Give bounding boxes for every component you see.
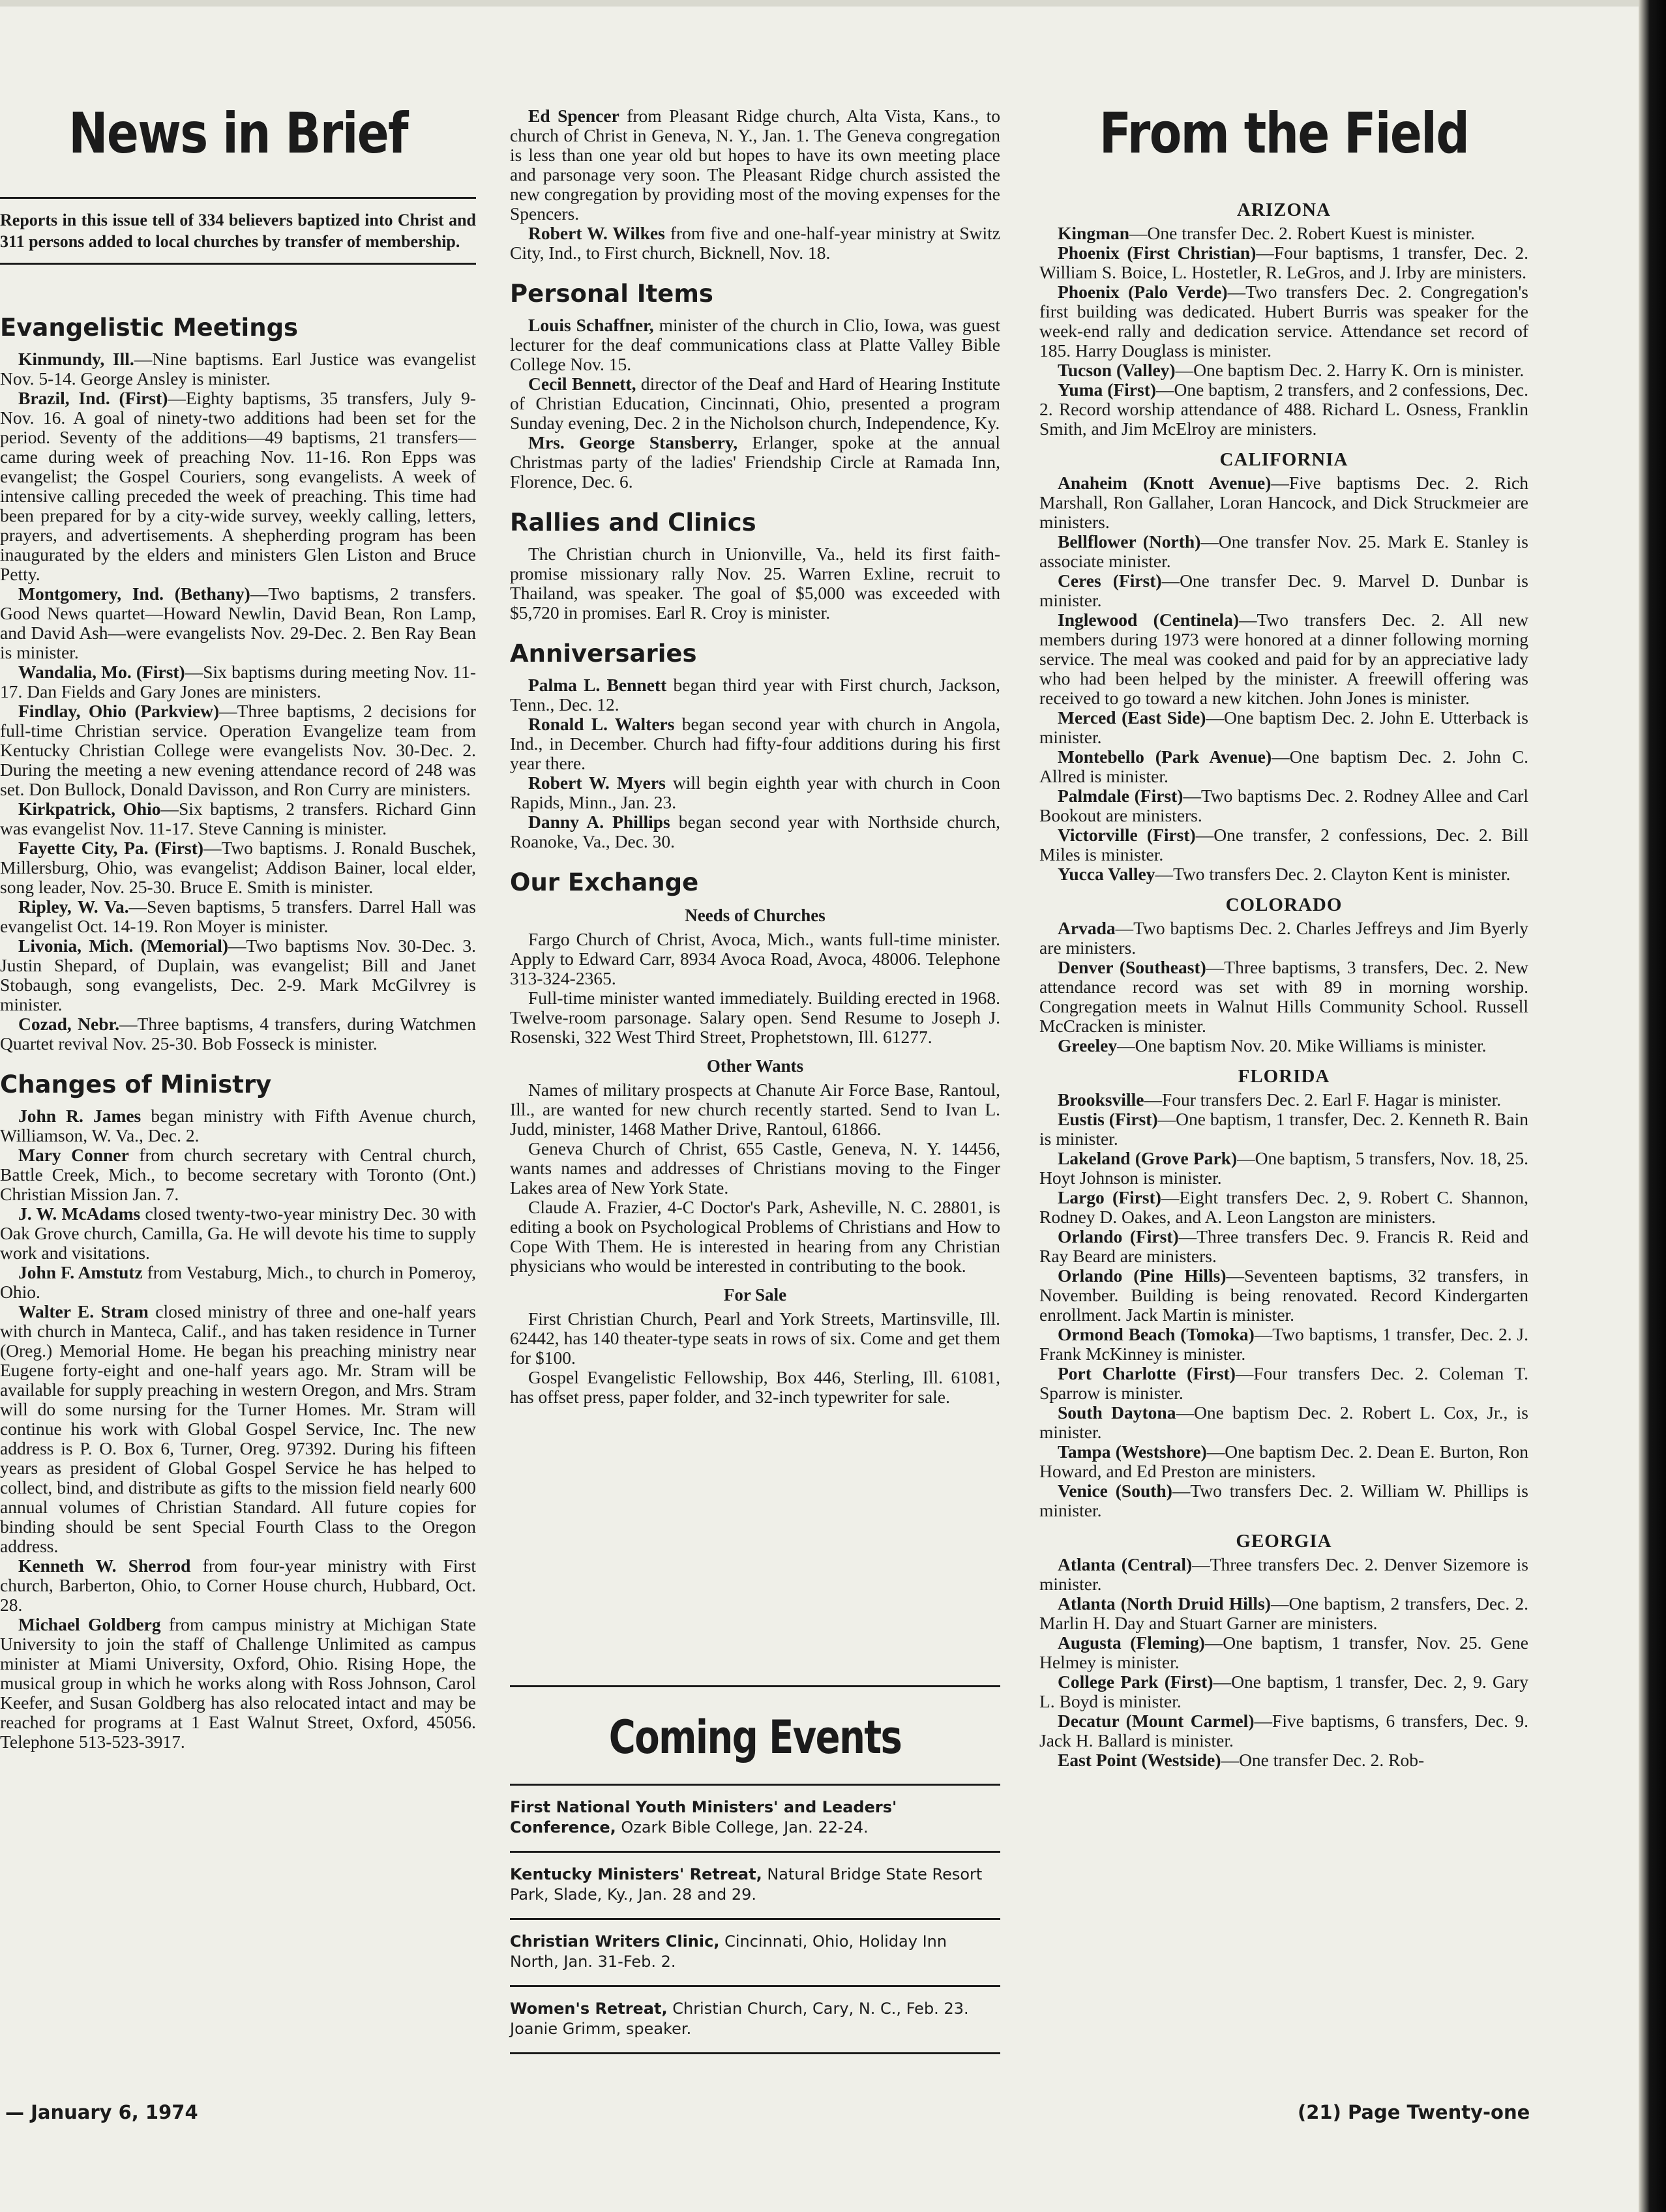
item-text: —Three baptisms, 3 transfers, Dec. 2. New attendance record was set with 89 in morning worship. Congregation meets in Walnut Hills Community School. Russell McCracken is minister. (1039, 957, 1528, 1036)
item-text: —Five baptisms, 6 transfers, Dec. 9. Jack H. Ballard is minister. (1039, 1711, 1528, 1750)
item-lead: Ronald L. Walters (528, 714, 675, 734)
state-heading: ARIZONA (1237, 199, 1331, 220)
event-name: Women's Retreat, (510, 1999, 668, 2018)
middle-item (510, 316, 1000, 374)
news-item (0, 389, 476, 584)
item-lead: Victorville (First) (1058, 825, 1196, 845)
field-item (1039, 1188, 1528, 1227)
news-item (0, 1302, 476, 1556)
from-the-field-title: From the Field (1099, 101, 1469, 166)
item-text: from Vestaburg, Mich., to church in Pomeroy, Ohio. (0, 1262, 476, 1302)
news-intro: Reports in this issue tell of 334 believers baptized into Christ and 311 persons added to local churches by transfer of membership. (0, 197, 476, 265)
coming-events-box (510, 1685, 1000, 2054)
item-text: —Two baptisms, 2 transfers. Good News quartet—Howard Newlin, David Bean, Ron Lamp, and David Ash—were evangelists Nov. 29-Dec. 2. Ben Ray Bean is minister. (0, 583, 476, 662)
state-heading: FLORIDA (1238, 1066, 1330, 1087)
field-item (1039, 282, 1528, 361)
item-lead: Palmdale (First) (1058, 786, 1183, 806)
news-body (0, 297, 476, 1752)
item-lead: Findlay, Ohio (Parkview) (18, 701, 220, 721)
item-lead: College Park (First) (1058, 1672, 1213, 1692)
section-heading: Anniversaries (510, 640, 697, 668)
news-item (0, 1204, 476, 1263)
item-lead: Ripley, W. Va. (18, 896, 129, 917)
field-item (1039, 1403, 1528, 1442)
item-text: Erlanger, spoke at the annual Christmas party of the ladies' Friendship Circle at Ramada Inn, Florence, Dec. 6. (510, 432, 1000, 492)
item-lead: Phoenix (Palo Verde) (1058, 282, 1228, 302)
news-item (0, 662, 476, 701)
event-detail: Natural Bridge State Resort Park, Slade, Ky., Jan. 28 and 29. (510, 1865, 983, 1904)
item-lead: Michael Goldberg (18, 1614, 161, 1634)
state-heading: CALIFORNIA (1219, 449, 1348, 470)
page-number: (21) Page Twenty-one (1298, 2101, 1530, 2123)
news-item (0, 1014, 476, 1054)
item-text: The Christian church in Unionville, Va., held its first faith-promise missionary rally Nov. 25. Warren Exline, recruit to Thailand, was speaker. The goal of $5,000 was exceeded with $5,720 in promises. Earl R. Croy is minister. (510, 544, 1000, 623)
field-item (1039, 224, 1528, 243)
field-item (1039, 1090, 1528, 1110)
item-lead: Ormond Beach (Tomoka) (1058, 1324, 1255, 1344)
item-lead: Montgomery, Ind. (Bethany) (18, 583, 250, 604)
field-item (1039, 825, 1528, 864)
field-item (1039, 243, 1528, 282)
middle-item (510, 773, 1000, 812)
item-text: —Three transfers Dec. 2. Denver Sizemore is minister. (1039, 1554, 1528, 1594)
item-text: —One transfer, 2 confessions, Dec. 2. Bill Miles is minister. (1039, 825, 1528, 864)
item-text: —One transfer Dec. 9. Marvel D. Dunbar is minister. (1039, 570, 1528, 610)
item-text: from Pleasant Ridge church, Alta Vista, Kans., to church of Christ in Geneva, N. Y., Jan. 1. The Geneva congregation is less than one year old but hopes to have its own meeting place and parsonage very soon. The Pleasant Ridge church assisted the new congregation by providing most of the moving expenses for the Spencers. (510, 106, 1000, 224)
field-body (1039, 189, 1528, 1770)
item-lead: Arvada (1058, 918, 1116, 938)
item-lead: Orlando (Pine Hills) (1058, 1265, 1227, 1286)
field-item (1039, 1325, 1528, 1364)
scan-top-edge (0, 0, 1666, 7)
item-text: minister of the church in Clio, Iowa, was guest lecturer for the deaf communications class at Platte Valley Bible College Nov. 15. (510, 315, 1000, 374)
news-item (0, 799, 476, 838)
section-heading: Rallies and Clinics (510, 509, 756, 537)
middle-item (510, 812, 1000, 851)
field-item (1039, 380, 1528, 439)
scan-right-edge (1639, 0, 1666, 2212)
field-item (1039, 747, 1528, 786)
event-name: First National Youth Ministers' and Leaders' Conference, (510, 1798, 897, 1836)
field-item (1039, 1555, 1528, 1594)
item-text: —Four transfers Dec. 2. Coleman T. Sparrow is minister. (1039, 1363, 1528, 1403)
item-text: —Three baptisms, 2 decisions for full-time Christian service. Operation Evangelize team from Kentucky Christian College were evangelists Nov. 30-Dec. 2. During the meeting a new evening attendance record of 248 was set. Don Bullock, Donald Davisson, and Ron Curry are ministers. (0, 701, 477, 799)
item-lead: Mary Conner (18, 1145, 129, 1165)
item-text: —One baptism, 5 transfers, Nov. 18, 25. Hoyt Johnson is minister. (1039, 1148, 1528, 1188)
news-item (0, 1263, 476, 1302)
item-lead: Lakeland (Grove Park) (1058, 1148, 1238, 1168)
item-lead: Tucson (Valley) (1058, 360, 1176, 380)
item-text: director of the Deaf and Hard of Hearing Institute of Christian Education, Cincinnati, Ohio, presented a program Sunday evening, Dec. 2 in the Nicholson church, Independence, Ky. (510, 374, 1000, 433)
item-lead: East Point (Westside) (1058, 1750, 1221, 1770)
item-lead: Orlando (First) (1058, 1226, 1179, 1246)
news-item (0, 1106, 476, 1145)
item-text: began third year with First church, Jackson, Tenn., Dec. 12. (510, 675, 1000, 715)
item-lead: J. W. McAdams (18, 1203, 141, 1224)
item-text: from five and one-half-year ministry at Switz City, Ind., to First church, Bicknell, Nov. 18. (510, 223, 1000, 263)
event-item (510, 1918, 1000, 1985)
item-text: —Two transfers Dec. 2. All new members during 1973 were honored at a dinner following morning service. The meal was cooked and paid for by an appreciative lady who had been helped by the minister. A freewill offering was received to go toward a new kitchen. John Jones is minister. (1039, 610, 1528, 708)
field-item (1039, 1227, 1528, 1266)
field-item (1039, 1110, 1528, 1149)
item-text: —One baptism Dec. 2. John C. Allred is minister. (1039, 746, 1528, 786)
coming-events-top-rule (510, 1685, 1000, 1687)
item-lead: Phoenix (First Christian) (1058, 243, 1257, 263)
field-item (1039, 571, 1528, 610)
item-text: —One baptism, 2 transfers, Dec. 2. Marlin H. Day and Stuart Garner are ministers. (1039, 1593, 1528, 1633)
item-lead: Brazil, Ind. (First) (18, 388, 168, 408)
item-text: —Nine baptisms. Earl Justice was evangelist Nov. 5-14. George Ansley is minister. (0, 349, 476, 389)
item-lead: Greeley (1058, 1035, 1118, 1055)
item-text: —One baptism Dec. 2. Dean E. Burton, Ron Howard, and Ed Preston are ministers. (1039, 1441, 1529, 1481)
event-name: Kentucky Ministers' Retreat, (510, 1865, 762, 1883)
field-item (1039, 1481, 1528, 1520)
item-text: closed twenty-two-year ministry Dec. 30 with Oak Grove church, Camilla, Ga. He will devote his time to supply work and visitations. (0, 1203, 477, 1263)
event-name: Christian Writers Clinic, (510, 1932, 720, 1951)
item-lead: Mrs. George Stansberry, (528, 432, 738, 452)
item-lead: Decatur (Mount Carmel) (1058, 1711, 1255, 1731)
item-lead: Eustis (First) (1058, 1109, 1158, 1129)
exchange-heading: Our Exchange (510, 868, 699, 896)
item-lead: Walter E. Stram (18, 1301, 149, 1321)
event-item (510, 1784, 1000, 1851)
item-text: —Two baptisms Dec. 2. Rodney Allee and Carl Bookout are ministers. (1039, 786, 1528, 825)
item-lead: Atlanta (North Druid Hills) (1058, 1593, 1271, 1614)
item-text: —One transfer Nov. 25. Mark E. Stanley is associate minister. (1039, 531, 1529, 571)
field-item (1039, 473, 1528, 532)
item-lead: Livonia, Mich. (Memorial) (18, 936, 229, 956)
item-text: —Three baptisms, 4 transfers, during Watchmen Quartet revival Nov. 25-30. Bob Fosseck is minister. (0, 1014, 476, 1054)
item-text: began second year with Northside church, Roanoke, Va., Dec. 30. (510, 812, 1000, 851)
news-in-brief-title: News in Brief (68, 101, 408, 166)
event-detail: Christian Church, Cary, N. C., Feb. 23. Joanie Grimm, speaker. (510, 1999, 969, 2038)
item-lead: South Daytona (1058, 1402, 1176, 1423)
item-lead: Kinmundy, Ill. (18, 349, 134, 369)
item-lead: Kenneth W. Sherrod (18, 1556, 191, 1576)
item-text: —Four baptisms, 1 transfer, Dec. 2. William S. Boice, L. Hostetler, R. LeGros, and J. Irby are ministers. (1039, 243, 1528, 282)
item-lead: Robert W. Myers (528, 773, 666, 793)
exchange-item: First Christian Church, Pearl and York Streets, Martinsville, Ill. 62442, has 140 theater-type seats in rows of six. Come and get them for $100. (510, 1308, 1000, 1368)
field-item (1039, 958, 1528, 1036)
item-text: —Four transfers Dec. 2. Earl F. Hagar is minister. (1144, 1089, 1502, 1110)
exchange-item: Claude A. Frazier, 4-C Doctor's Park, Asheville, N. C. 28801, is editing a book on Psychological Problems of Christians and How to Cope With Them. He is interested in hearing from any Christian physicians who would be interested in contributing to the book. (510, 1197, 1000, 1276)
item-text: —One baptism Dec. 2. Harry K. Orn is minister. (1175, 360, 1525, 380)
news-item (0, 936, 476, 1014)
item-lead: Yucca Valley (1058, 864, 1155, 884)
item-lead: Danny A. Phillips (528, 812, 670, 832)
item-text: began ministry with Fifth Avenue church, Williamson, W. Va., Dec. 2. (0, 1106, 476, 1145)
news-item (0, 584, 476, 662)
item-lead: Atlanta (Central) (1058, 1554, 1193, 1574)
exchange-item: Geneva Church of Christ, 655 Castle, Geneva, N. Y. 14456, wants names and addresses of Christians moving to the Finger Lakes area of New York State. (510, 1138, 1000, 1198)
field-item (1039, 361, 1528, 380)
news-item (0, 897, 476, 936)
coming-events-title: Coming Events (608, 1711, 902, 1764)
field-item (1039, 1364, 1528, 1403)
field-item (1039, 919, 1528, 958)
item-text: began second year with church in Angola, Ind., in December. Church had fifty-four additions during his first year there. (510, 714, 1001, 773)
field-item (1039, 708, 1528, 747)
field-item (1039, 1442, 1528, 1481)
news-item (0, 1615, 476, 1752)
item-lead: Palma L. Bennett (528, 675, 667, 695)
item-text: —Eight transfers Dec. 2, 9. Robert C. Shannon, Rodney D. Oakes, and A. Leon Langston are ministers. (1039, 1187, 1528, 1227)
ministry-item (510, 224, 1000, 263)
item-lead: Anaheim (Knott Avenue) (1058, 473, 1272, 493)
item-lead: Tampa (Westshore) (1058, 1441, 1207, 1462)
section-heading: Personal Items (510, 280, 713, 308)
ministry-item (510, 106, 1000, 224)
field-item (1039, 786, 1528, 825)
item-lead: Denver (Southeast) (1058, 957, 1206, 977)
middle-item (510, 374, 1000, 433)
item-lead: Merced (East Side) (1058, 707, 1206, 728)
field-item (1039, 1149, 1528, 1188)
item-lead: Largo (First) (1058, 1187, 1161, 1207)
item-lead: Augusta (Fleming) (1058, 1632, 1205, 1653)
exchange-subheading: For Sale (723, 1285, 787, 1305)
field-item (1039, 864, 1528, 884)
item-text: —One baptism Nov. 20. Mike Williams is minister. (1117, 1035, 1487, 1055)
item-lead: John R. James (18, 1106, 141, 1126)
section-heading: Changes of Ministry (0, 1070, 272, 1099)
item-text: —One baptism, 1 transfer, Nov. 25. Gene Helmey is minister. (1039, 1632, 1528, 1672)
item-text: —Two baptisms Dec. 2. Charles Jeffreys and Jim Byerly are ministers. (1039, 918, 1528, 958)
exchange-item: Fargo Church of Christ, Avoca, Mich., wants full-time minister. Apply to Edward Carr, 8934 Avoca Road, Avoca, 48006. Telephone 313-324-2365. (510, 929, 1000, 988)
middle-item (510, 675, 1000, 715)
issue-date: — January 6, 1974 (5, 2101, 198, 2123)
item-lead: Wandalia, Mo. (First) (18, 662, 185, 682)
event-item (510, 1985, 1000, 2054)
item-lead: Venice (South) (1058, 1481, 1172, 1501)
field-item (1039, 1633, 1528, 1672)
item-lead: Port Charlotte (First) (1058, 1363, 1236, 1383)
item-text: —Two baptisms, 1 transfer, Dec. 2. J. Frank McKinney is minister. (1039, 1324, 1528, 1364)
item-text: —Five baptisms Dec. 2. Rich Marshall, Ron Gallaher, Loran Hancock, and Dick Struckmeier are ministers. (1039, 473, 1528, 532)
item-text: —One transfer Dec. 2. Rob- (1221, 1750, 1425, 1770)
event-item (510, 1851, 1000, 1918)
item-text: —Eighty baptisms, 35 transfers, July 9-Nov. 16. A goal of ninety-two additions had been set for the period. Seventy of the additions—49 baptisms, 21 transfers—came during week of preaching Nov. 11-16. Ron Epps was evangelist; the Gospel Couriers, song evangelists. A week of intensive calling preceded the week of preaching. This time had been prepared for by a city-wide survey, weekly calling, letters, prayers, and advertisements. A shepherding program has been inaugurated by the elders and ministers Glen Liston and Bruce Petty. (0, 388, 476, 584)
field-item (1039, 610, 1528, 708)
field-item (1039, 1750, 1528, 1770)
item-lead: Kirkpatrick, Ohio (18, 799, 161, 819)
item-lead: Louis Schaffner, (528, 315, 654, 335)
news-item (0, 349, 476, 389)
item-text: —One baptism Dec. 2. Robert L. Cox, Jr., is minister. (1039, 1402, 1528, 1442)
item-lead: Fayette City, Pa. (First) (18, 838, 204, 858)
item-text: —Seven baptisms, 5 transfers. Darrel Hall was evangelist Oct. 14-19. Ron Moyer is minister. (0, 896, 476, 936)
item-text: —Two transfers Dec. 2. William W. Phillips is minister. (1039, 1481, 1528, 1520)
middle-item (510, 544, 1000, 623)
item-text: —Two baptisms Nov. 30-Dec. 3. Justin Shepard, of Duplain, was evangelist; Bill and Janet Stobaugh, song evangelists, Dec. 2-9. Mark McGilvrey is minister. (0, 936, 476, 1014)
event-detail: Ozark Bible College, Jan. 22-24. (616, 1818, 869, 1836)
middle-item (510, 433, 1000, 492)
item-text: —Two transfers Dec. 2. Congregation's first building was dedicated. Hubert Burris was speaker for the week-end rally and dedication service. Attendance set record of 185. Harry Douglass is minister. (1039, 282, 1528, 361)
item-lead: Inglewood (Centinela) (1058, 610, 1240, 630)
item-text: —Six baptisms during meeting Nov. 11-17. Dan Fields and Gary Jones are ministers. (0, 662, 476, 701)
item-text: closed ministry of three and one-half years with church in Manteca, Calif., and has taken residence in Turner (Oreg.) Memorial Home. He began his preaching ministry near Eugene forty-eight and one-half years ago. Mr. Stram will be available for supply preaching in western Oregon, and Mrs. Stram will do some nursing for the Turner Homes. Mr. Stram will continue his work with Global Gospel Service, Inc. The new address is P. O. Box 6, Turner, Oreg. 97392. During his fifteen years as president of Global Gospel Service he has helped to collect, bind, and distribute as gifts to the mission field nearly 600 annual volumes of Christian Standard. All future copies for binding should be sent Special Fourth Class to the Oregon address. (0, 1301, 476, 1556)
item-lead: Yuma (First) (1058, 379, 1157, 400)
field-item (1039, 1036, 1528, 1055)
item-text: —Two baptisms. J. Ronald Buschek, Millersburg, Ohio, was evangelist; Addison Bainer, local elder, song leader, Nov. 25-30. Bruce E. Smith is minister. (0, 838, 476, 897)
exchange-item: Gospel Evangelistic Fellowship, Box 446, Sterling, Ill. 61081, has offset press, paper folder, and 32-inch typewriter for sale. (510, 1367, 1000, 1407)
item-text: —Two transfers Dec. 2. Clayton Kent is minister. (1155, 864, 1511, 884)
news-item (0, 1556, 476, 1615)
field-item (1039, 1594, 1528, 1633)
section-heading: Evangelistic Meetings (0, 314, 299, 342)
item-lead: Montebello (Park Avenue) (1058, 746, 1272, 767)
item-text: —One baptism, 1 transfer, Dec. 2, 9. Gary L. Boyd is minister. (1039, 1672, 1529, 1711)
item-text: from campus ministry at Michigan State University to join the staff of Challenge Unlimited as campus minister at Miami University, Oxford, Ohio. Rising Hope, the musical group in which he works along with Ross Johnson, Carol Keefer, and Susan Goldberg has also relocated intact and may be reached for programs at 1 East Walnut Street, Oxford, 45056. Telephone 513-523-3917. (0, 1614, 476, 1752)
item-text: —One baptism, 2 transfers, and 2 confessions, Dec. 2. Record worship attendance of 488. Richard L. Osness, Franklin Smith, and Jim McElroy are ministers. (1039, 379, 1528, 439)
item-lead: Kingman (1058, 223, 1130, 243)
item-lead: John F. Amstutz (18, 1262, 143, 1282)
item-text: —One baptism Dec. 2. John E. Utterback is minister. (1039, 707, 1528, 747)
item-text: —One transfer Dec. 2. Robert Kuest is minister. (1129, 223, 1476, 243)
item-text: —Six baptisms, 2 transfers. Richard Ginn was evangelist Nov. 11-17. Steve Canning is minister. (0, 799, 477, 838)
item-lead: Cozad, Nebr. (18, 1014, 120, 1034)
item-text: —Seventeen baptisms, 32 transfers, in November. Building is being renovated. Record Kindergarten enrollment. Jack Martin is minister. (1039, 1265, 1529, 1325)
item-lead: Ed Spencer (528, 106, 619, 126)
exchange-subheading: Other Wants (706, 1056, 804, 1076)
news-item (0, 701, 476, 799)
middle-body (510, 106, 1000, 1407)
state-heading: GEORGIA (1236, 1531, 1332, 1552)
item-text: from church secretary with Central church, Battle Creek, Mich., to become secretary with Toronto (Ont.) Christian Mission Jan. 7. (0, 1145, 476, 1204)
item-lead: Robert W. Wilkes (528, 223, 665, 243)
field-item (1039, 1672, 1528, 1711)
item-text: from four-year ministry with First church, Barberton, Ohio, to Corner House church, Hubbard, Oct. 28. (0, 1556, 476, 1615)
item-text: —Three transfers Dec. 9. Francis R. Reid and Ray Beard are ministers. (1039, 1226, 1528, 1266)
exchange-item: Names of military prospects at Chanute Air Force Base, Rantoul, Ill., are wanted for new church recently started. Send to Ivan L. Judd, minister, 1468 Mather Drive, Rantoul, 61866. (510, 1080, 1000, 1139)
item-text: will begin eighth year with church in Coon Rapids, Minn., Jan. 23. (510, 773, 1000, 812)
state-heading: COLORADO (1225, 894, 1343, 915)
event-detail: Cincinnati, Ohio, Holiday Inn North, Jan. 31-Feb. 2. (510, 1932, 947, 1971)
news-item (0, 838, 476, 897)
item-text: —One baptism, 1 transfer, Dec. 2. Kenneth R. Bain is minister. (1039, 1109, 1528, 1149)
exchange-item: Full-time minister wanted immediately. Building erected in 1968. Twelve-room parsonage. Salary open. Send Resume to Joseph J. Rosenski, 322 West Third Street, Prophetstown, Ill. 61277. (510, 988, 1000, 1047)
field-item (1039, 1266, 1528, 1325)
field-item (1039, 1711, 1528, 1750)
news-item (0, 1145, 476, 1204)
exchange-subheading: Needs of Churches (685, 906, 826, 925)
events-list (510, 1784, 1000, 2054)
item-lead: Brooksville (1058, 1089, 1144, 1110)
middle-item (510, 715, 1000, 773)
item-lead: Cecil Bennett, (528, 374, 636, 394)
field-item (1039, 532, 1528, 571)
item-lead: Bellflower (North) (1058, 531, 1201, 552)
item-lead: Ceres (First) (1058, 570, 1162, 591)
